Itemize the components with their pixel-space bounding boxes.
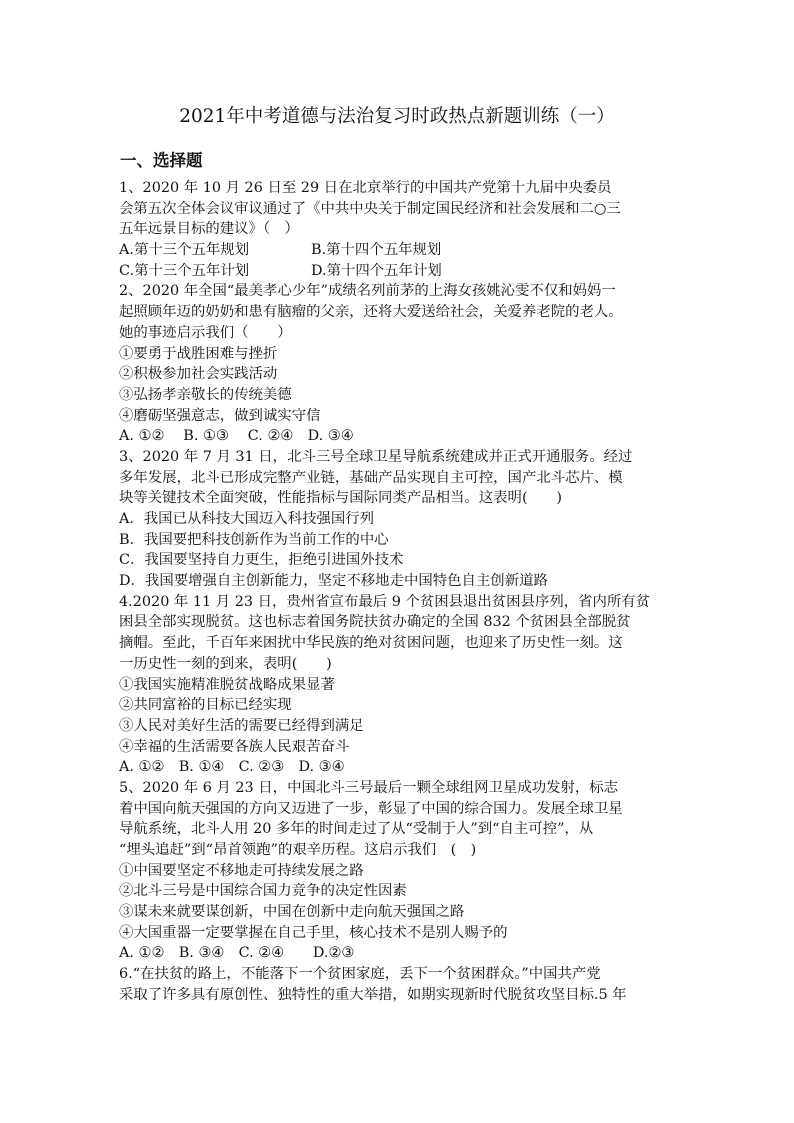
- question-list: [119, 178, 679, 1006]
- question-stem-line: 采取了许多具有原创性、独特性的重大举措，如期实现新时代脱贫攻坚目标.5 年: [119, 986, 627, 1003]
- question-stem-line: 4.2020 年 11 月 23 日，贵州省宣布最后 9 个贫困县退出贫困县序列，省内所有贫: [119, 593, 651, 610]
- question-stem-line: 会第五次全体会议审议通过了《中共中央关于制定国民经济和社会发展和二○三: [119, 200, 621, 217]
- statement-line: D．我国要增强自主创新能力，坚定不移地走中国特色自主创新道路: [119, 573, 548, 590]
- answer-option: A.第十三个五年规划: [119, 242, 250, 259]
- question-6: [119, 964, 679, 1005]
- question-stem-line: “埋头追赶”到“昂首领跑”的艰辛历程。这启示我们 ( ): [119, 842, 477, 858]
- statement-line: ④幸福的生活需要各族人民艰苦奋斗: [119, 738, 350, 755]
- question-stem-line: 块等关键技术全面突破，性能指标与国际同类产品相当。这表明( ): [119, 490, 562, 507]
- question-stem-line: 2、2020 年全国“最美孝心少年”成绩名列前茅的上海女孩姚沁雯不仅和妈妈一: [119, 283, 616, 300]
- statement-line: ①中国要坚定不移地走可持续发展之路: [119, 862, 364, 879]
- answer-option: D.第十四个五年计划: [311, 262, 442, 279]
- question-5: [119, 778, 679, 964]
- question-stem-line: 6.“在扶贫的路上，不能落下一个贫困家庭，丢下一个贫困群众。”中国共产党: [119, 966, 601, 983]
- question-1: [119, 178, 679, 281]
- statement-line: ③人民对美好生活的需要已经得到满足: [119, 717, 364, 734]
- question-stem-line: 多年发展，北斗已形成完整产业链，基础产品实现自主可控，国产北斗芯片、模: [119, 469, 623, 486]
- statement-line: ③谋未来就要谋创新，中国在创新中走向航天强国之路: [119, 904, 465, 921]
- answer-option: C.第十三个五年计划: [119, 262, 250, 279]
- question-stem-line: 导航系统，北斗人用 20 多年的时间走过了从“受制于人”到“自主可控”，从: [119, 821, 594, 838]
- question-stem-line: 五年远景目标的建议》（ ）: [119, 221, 299, 238]
- question-stem-line: 起照顾年迈的奶奶和患有脑瘤的父亲，还将大爱送给社会，关爱养老院的老人。: [119, 304, 623, 321]
- question-stem-line: 1、2020 年 10 月 26 日至 29 日在北京举行的中国共产党第十九届中央委员: [119, 180, 612, 196]
- option-row: [119, 261, 679, 282]
- answer-option: B.第十四个五年规划: [311, 242, 442, 259]
- question-4: [119, 592, 679, 778]
- question-stem-line: 她的事迹启示我们（ ）: [119, 324, 292, 341]
- statement-line: B．我国要把科技创新作为当前工作的中心: [119, 531, 389, 548]
- question-stem-line: 摘帽。至此，千百年来困扰中华民族的绝对贫困问题，也迎来了历史性一刻。这: [119, 635, 623, 652]
- statement-line: ④大国重器一定要掌握在自己手里，核心技术不是别人赐予的: [119, 924, 508, 941]
- statement-line: ③弘扬孝亲敬长的传统美德: [119, 386, 292, 403]
- page-title: 2021年中考道德与法治复习时政热点新题训练（一）: [179, 106, 615, 127]
- statement-line: ④磨砺坚强意志，做到诚实守信: [119, 407, 321, 424]
- option-row: [119, 240, 679, 261]
- question-stem-line: 一历史性一刻的到来，表明( ): [119, 655, 332, 672]
- question-stem-line: 着中国向航天强国的方向又迈进了一步，彰显了中国的综合国力。发展全球卫星: [119, 800, 623, 817]
- section-heading: 一、选择题: [120, 151, 203, 170]
- statement-line: ②北斗三号是中国综合国力竞争的决定性因素: [119, 883, 407, 900]
- statement-line: ②积极参加社会实践活动: [119, 366, 278, 383]
- question-3: [119, 447, 679, 592]
- question-stem-line: 3、2020 年 7 月 31 日，北斗三号全球卫星导航系统建成并正式开通服务。经过: [119, 448, 633, 465]
- statement-line: A．我国已从科技大国迈入科技强国行列: [119, 511, 375, 527]
- statement-line: ②共同富裕的目标已经实现: [119, 697, 292, 714]
- question-2: [119, 281, 679, 447]
- answer-options-line: A. ①② B. ①③ C. ②④ D. ③④: [119, 428, 354, 445]
- answer-options-line: A. ①② B. ①④ C. ②③ D. ③④: [119, 759, 345, 776]
- statement-line: ①我国实施精准脱贫战略成果显著: [119, 676, 335, 693]
- question-stem-line: 困县全部实现脱贫。这也标志着国务院扶贫办确定的全国 832 个贫困县全部脱贫: [119, 614, 631, 631]
- answer-options-line: A. ①② B. ③④ C. ②④ D.②③: [119, 945, 355, 962]
- statement-line: C．我国要坚持自力更生，拒绝引进国外技术: [119, 552, 404, 569]
- statement-line: ①要勇于战胜困难与挫折: [119, 345, 278, 362]
- question-stem-line: 5、2020 年 6 月 23 日，中国北斗三号最后一颗全球组网卫星成功发射，标志: [119, 779, 619, 796]
